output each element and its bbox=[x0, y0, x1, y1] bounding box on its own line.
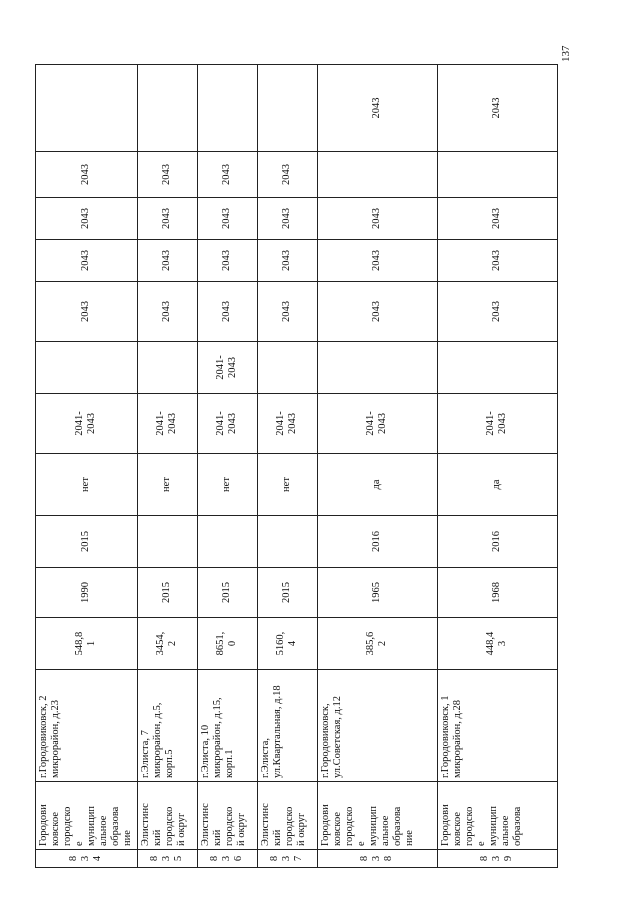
flag-cell: нет bbox=[36, 454, 138, 516]
row-number: 8 3 4 bbox=[36, 850, 138, 868]
year2-cell: 2043 bbox=[257, 240, 317, 282]
row-number: 8 3 7 bbox=[257, 850, 317, 868]
year2-cell: 2043 bbox=[197, 240, 257, 282]
table-row bbox=[257, 65, 317, 868]
year5-cell bbox=[137, 65, 197, 152]
period1-cell: 2041- 2043 bbox=[257, 394, 317, 454]
flag-cell: да bbox=[437, 454, 557, 516]
municipality-cell: Элистинс кий городско й округ bbox=[197, 782, 257, 850]
period1-cell: 2041- 2043 bbox=[197, 394, 257, 454]
year1-cell: 2043 bbox=[257, 282, 317, 342]
period2-cell bbox=[137, 342, 197, 394]
period2-cell bbox=[317, 342, 437, 394]
municipality-cell: Городови ковское городско е муницип альное образова ние bbox=[317, 782, 437, 850]
address-cell: г.Городовиковск, ул.Советская, д.12 bbox=[317, 670, 437, 782]
housing-repair-table bbox=[35, 64, 558, 868]
year-built-cell: 2015 bbox=[197, 568, 257, 618]
year4-cell bbox=[317, 152, 437, 198]
year-built-cell: 2015 bbox=[257, 568, 317, 618]
address-cell: г.Городовиковск, 1 микрорайон, д.28 bbox=[437, 670, 557, 782]
year-repair-cell: 2015 bbox=[36, 516, 138, 568]
flag-cell: нет bbox=[137, 454, 197, 516]
year1-cell: 2043 bbox=[36, 282, 138, 342]
year1-cell: 2043 bbox=[317, 282, 437, 342]
period1-cell: 2041- 2043 bbox=[317, 394, 437, 454]
year-built-cell: 2015 bbox=[137, 568, 197, 618]
year-repair-cell: 2016 bbox=[437, 516, 557, 568]
year1-cell: 2043 bbox=[197, 282, 257, 342]
page-number: 137 bbox=[560, 45, 572, 62]
municipality-cell: Городови ковское городско е муницип альное образова bbox=[437, 782, 557, 850]
year-built-cell: 1965 bbox=[317, 568, 437, 618]
period2-cell bbox=[257, 342, 317, 394]
year4-cell: 2043 bbox=[197, 152, 257, 198]
year2-cell: 2043 bbox=[36, 240, 138, 282]
year5-cell bbox=[36, 65, 138, 152]
year3-cell: 2043 bbox=[257, 198, 317, 240]
year5-cell: 2043 bbox=[437, 65, 557, 152]
year5-cell bbox=[257, 65, 317, 152]
municipality-cell: Элистинс кий городско й округ bbox=[257, 782, 317, 850]
year3-cell: 2043 bbox=[317, 198, 437, 240]
area-cell: 8651, 0 bbox=[197, 618, 257, 670]
period1-cell: 2041- 2043 bbox=[437, 394, 557, 454]
flag-cell: да bbox=[317, 454, 437, 516]
year3-cell: 2043 bbox=[437, 198, 557, 240]
area-cell: 548,8 1 bbox=[36, 618, 138, 670]
year4-cell: 2043 bbox=[36, 152, 138, 198]
rotated-table bbox=[35, 65, 550, 868]
period2-cell: 2041- 2043 bbox=[197, 342, 257, 394]
year2-cell: 2043 bbox=[317, 240, 437, 282]
year-repair-cell: 2016 bbox=[317, 516, 437, 568]
year5-cell bbox=[197, 65, 257, 152]
year3-cell: 2043 bbox=[197, 198, 257, 240]
table-row bbox=[437, 65, 557, 868]
period2-cell bbox=[437, 342, 557, 394]
year3-cell: 2043 bbox=[36, 198, 138, 240]
address-cell: г.Элиста, ул.Квартальная, д.18 bbox=[257, 670, 317, 782]
flag-cell: нет bbox=[257, 454, 317, 516]
year-repair-cell bbox=[197, 516, 257, 568]
table-row bbox=[36, 65, 138, 868]
row-number: 8 3 9 bbox=[437, 850, 557, 868]
row-number: 8 3 6 bbox=[197, 850, 257, 868]
municipality-cell: Городови ковское городско е муницип альное образова ние bbox=[36, 782, 138, 850]
table-row bbox=[317, 65, 437, 868]
table-row bbox=[197, 65, 257, 868]
table-row bbox=[137, 65, 197, 868]
period1-cell: 2041- 2043 bbox=[137, 394, 197, 454]
year-repair-cell bbox=[257, 516, 317, 568]
address-cell: г.Элиста, 10 микрорайон, д.15, корп.1 bbox=[197, 670, 257, 782]
year4-cell: 2043 bbox=[137, 152, 197, 198]
address-cell: г.Элиста, 7 микрорайон, д.5, корп.5 bbox=[137, 670, 197, 782]
year5-cell: 2043 bbox=[317, 65, 437, 152]
period2-cell bbox=[36, 342, 138, 394]
row-number: 8 3 5 bbox=[137, 850, 197, 868]
rotated-table-container bbox=[35, 65, 550, 868]
area-cell: 385,6 2 bbox=[317, 618, 437, 670]
flag-cell: нет bbox=[197, 454, 257, 516]
year-built-cell: 1968 bbox=[437, 568, 557, 618]
year1-cell: 2043 bbox=[437, 282, 557, 342]
year1-cell: 2043 bbox=[137, 282, 197, 342]
year4-cell: 2043 bbox=[257, 152, 317, 198]
area-cell: 3454, 2 bbox=[137, 618, 197, 670]
year2-cell: 2043 bbox=[137, 240, 197, 282]
year-built-cell: 1990 bbox=[36, 568, 138, 618]
period1-cell: 2041- 2043 bbox=[36, 394, 138, 454]
year4-cell bbox=[437, 152, 557, 198]
area-cell: 448,4 3 bbox=[437, 618, 557, 670]
year-repair-cell bbox=[137, 516, 197, 568]
area-cell: 5160, 4 bbox=[257, 618, 317, 670]
row-number: 8 3 8 bbox=[317, 850, 437, 868]
year2-cell: 2043 bbox=[437, 240, 557, 282]
year3-cell: 2043 bbox=[137, 198, 197, 240]
address-cell: г.Городовиковск, 2 микрорайон, д.23 bbox=[36, 670, 138, 782]
municipality-cell: Элистинс кий городско й округ bbox=[137, 782, 197, 850]
table-body bbox=[36, 65, 558, 868]
